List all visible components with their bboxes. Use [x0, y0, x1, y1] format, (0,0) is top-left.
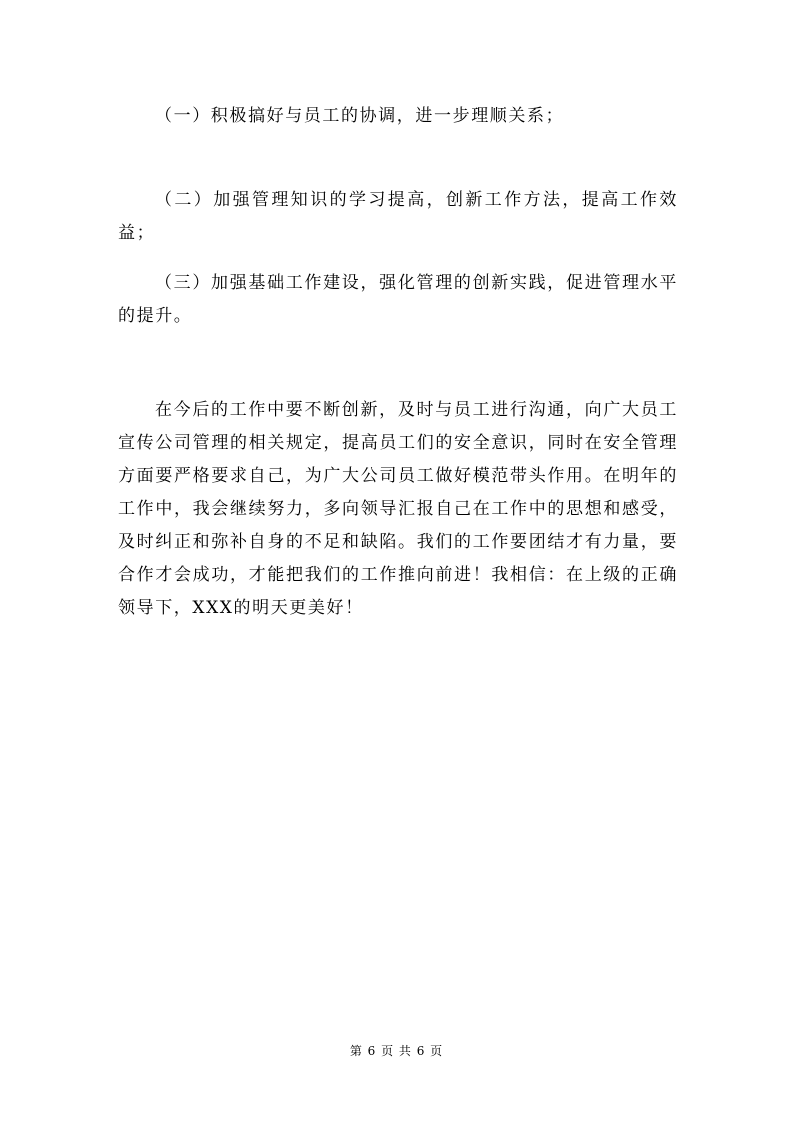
- paragraph-closing: 在今后的工作中要不断创新，及时与员工进行沟通，向广大员工宣传公司管理的相关规定，提高员工们的安全意识，同时在安全管理方面要严格要求自己，为广大公司员工做好模范带头作用。在明年的工作中，我会继续努力，多向领导汇报自己在工作中的思想和感受，及时纠正和弥补自身的不足和缺陷。我们的工作要团结才有力量，要合作才会成功，才能把我们的工作推向前进！我相信：在上级的正确领导下，XXX的明天更美好！: [118, 400, 678, 618]
- page-number-footer: 第 6 页 共 6 页: [349, 1044, 444, 1058]
- paragraph-item-3: （三）加强基础工作建设，强化管理的创新实践，促进管理水平的提升。: [118, 273, 678, 326]
- paragraph-item-1: （一）积极搞好与员工的协调，进一步理顺关系；: [155, 106, 565, 126]
- paragraph-item-2: （二）加强管理知识的学习提高，创新工作方法，提高工作效益；: [118, 190, 678, 243]
